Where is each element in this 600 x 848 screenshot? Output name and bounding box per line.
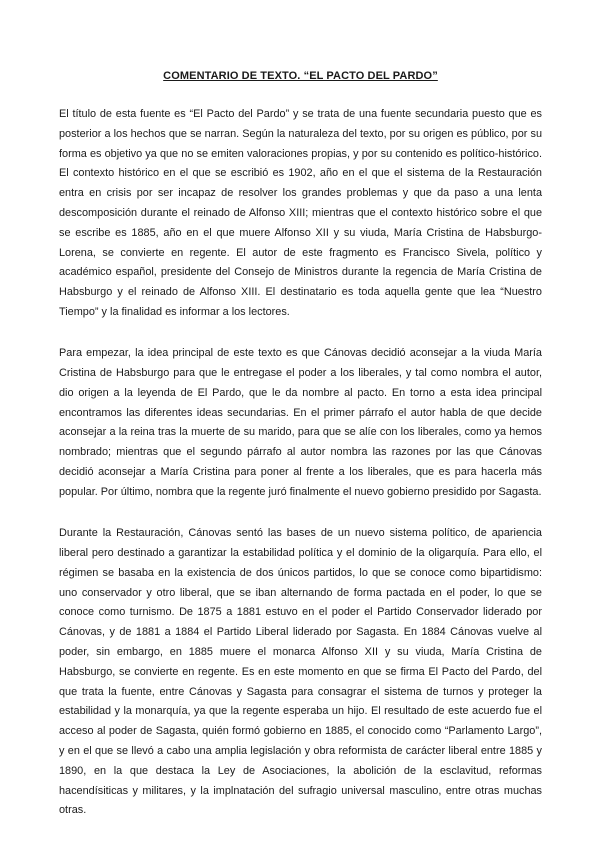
paragraph-main-idea: Para empezar, la idea principal de este texto es que Cánovas decidió aconsejar a la viuda María Cristina de Habsburgo para que le entregase el poder a los liberales, y tal como nombra el autor, dio origen a la leyenda de El Pardo, que le da nombre al pacto. En torno a esta idea principal encontramos las diferentes ideas secundarias. En el primer párrafo el autor habla de que decide aconsejar a la reina tras la muerte de su marido, para que se alíe con los liberales, como ya hemos nombrado; mientras que el segundo párrafo al autor nombra las razones por las que Cánovas decidió aconsejar a María Cristina para poner al frente a los liberales, que es para hacerla más popular. Por último, nombra que la regente juró finalmente el nuevo gobierno presidido por Sagasta. [59, 347, 542, 498]
paragraph-historical-context: Durante la Restauración, Cánovas sentó las bases de un nuevo sistema político, de apariencia liberal pero destinado a garantizar la estabilidad política y el dominio de la oligarquía. Para ello, el régimen se basaba en la existencia de dos únicos partidos, lo que se conoce como bipartidismo: uno conservador y otro liberal, que se iban alternando de forma pactada en el poder, lo que se conoce como turnismo. De 1875 a 1881 estuvo en el poder el Partido Conservador liderado por Cánovas, y de 1881 a 1884 el Partido Liberal liderado por Sagasta. En 1884 Cánovas vuelve al poder, sin embargo, en 1885 muere el monarca Alfonso XII y su viuda, María Cristina de Habsburgo, se convierte en regente. Es en este momento en que se firma El Pacto del Pardo, del que trata la fuente, entre Cánovas y Sagasta para consagrar el sistema de turnos y proteger la estabilidad y la monarquía, ya que la regente esperaba un hijo. El resultado de este acuerdo fue el acceso al poder de Sagasta, quién formó gobierno en 1885, el conocido como “Parlamento Largo”, y en el que se llevó a cabo una amplia legislación y obra reformista de carácter liberal entre 1885 y 1890, en la que destaca la Ley de Asociaciones, la abolición de la esclavitud, reformas hacendísiticas y militares, y la implnatación del sufragio universal masculino, entre otras muchas otras. [59, 527, 542, 817]
document-title: COMENTARIO DE TEXTO. “EL PACTO DEL PARDO” [163, 70, 438, 82]
paragraph-introduction: El título de esta fuente es “El Pacto del Pardo” y se trata de una fuente secundaria puesto que es posterior a los hechos que se narran. Según la naturaleza del texto, por su origen es público, por su forma es objetivo ya que no se emiten valoraciones propias, y por su contenido es político-histórico. El contexto histórico en el que se escribió es 1902, año en el que el sistema de la Restauración entra en crisis por ser incapaz de resolver los grandes problemas y que da paso a una lenta descomposición durante el reinado de Alfonso XIII; mientras que el contexto histórico sobre el que se escribe es 1885, año en el que muere Alfonso XII y su viuda, María Cristina de Habsburgo-Lorena, se convierte en regente. El autor de este fragmento es Francisco Sivela, político y académico español, presidente del Consejo de Ministros durante la regencia de María Cristina de Habsburgo y el reinado de Alfonso XIII. El destinatario es toda aquella gente que lea “Nuestro Tiempo” y la finalidad es informar a los lectores. [59, 108, 542, 318]
document-page [59, 68, 542, 843]
